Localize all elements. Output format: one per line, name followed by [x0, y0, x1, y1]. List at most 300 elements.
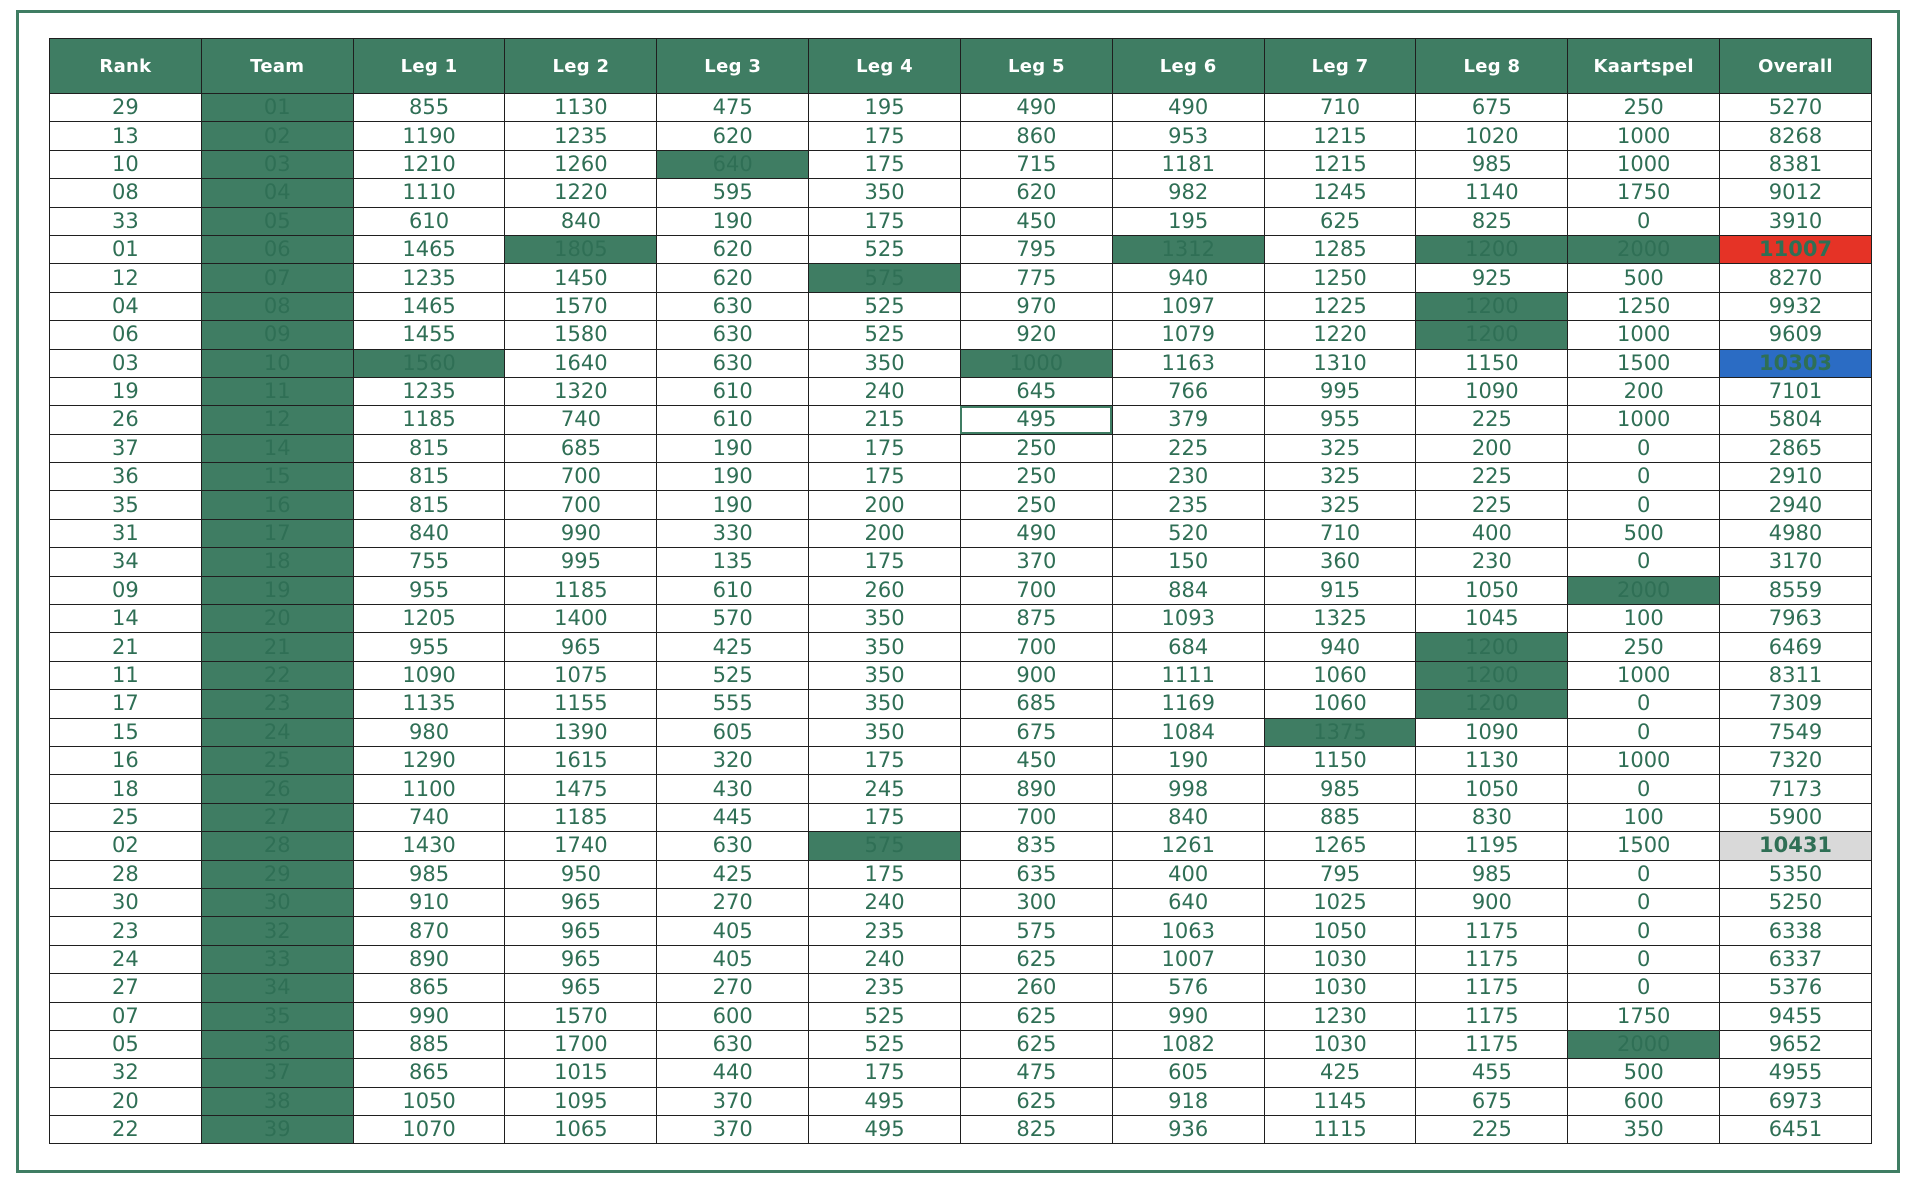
- rank-cell[interactable]: 05: [50, 1030, 202, 1058]
- leg-6-cell[interactable]: 190: [1112, 746, 1264, 774]
- kaartspel-cell[interactable]: 0: [1568, 974, 1720, 1002]
- leg-7-cell[interactable]: 325: [1264, 434, 1416, 462]
- rank-cell[interactable]: 25: [50, 803, 202, 831]
- leg-8-cell[interactable]: 1175: [1416, 974, 1568, 1002]
- leg-6-cell[interactable]: 998: [1112, 775, 1264, 803]
- leg-7-cell[interactable]: 915: [1264, 576, 1416, 604]
- leg-6-cell[interactable]: 225: [1112, 434, 1264, 462]
- leg-3-cell[interactable]: 135: [657, 548, 809, 576]
- leg-4-cell[interactable]: 525: [809, 292, 961, 320]
- overall-cell[interactable]: 9455: [1720, 1002, 1872, 1030]
- team-cell[interactable]: 35: [201, 1002, 353, 1030]
- leg-4-cell[interactable]: 240: [809, 888, 961, 916]
- leg-3-cell[interactable]: 630: [657, 832, 809, 860]
- leg-8-cell[interactable]: 1140: [1416, 179, 1568, 207]
- leg-1-cell[interactable]: 910: [353, 888, 505, 916]
- rank-cell[interactable]: 02: [50, 832, 202, 860]
- kaartspel-cell[interactable]: 200: [1568, 377, 1720, 405]
- leg-5-cell[interactable]: 625: [960, 1002, 1112, 1030]
- leg-1-cell[interactable]: 755: [353, 548, 505, 576]
- leg-2-cell[interactable]: 965: [505, 974, 657, 1002]
- column-header-leg-4[interactable]: Leg 4: [809, 39, 961, 94]
- leg-8-cell[interactable]: 455: [1416, 1059, 1568, 1087]
- leg-7-cell[interactable]: 625: [1264, 207, 1416, 235]
- leg-7-cell[interactable]: 1030: [1264, 974, 1416, 1002]
- leg-5-cell[interactable]: 900: [960, 661, 1112, 689]
- leg-5-cell[interactable]: 700: [960, 803, 1112, 831]
- leg-7-cell[interactable]: 1250: [1264, 264, 1416, 292]
- overall-cell[interactable]: 5250: [1720, 888, 1872, 916]
- overall-cell[interactable]: 2940: [1720, 491, 1872, 519]
- leg-7-cell[interactable]: 1145: [1264, 1087, 1416, 1115]
- leg-2-cell[interactable]: 700: [505, 463, 657, 491]
- leg-3-cell[interactable]: 270: [657, 974, 809, 1002]
- overall-cell[interactable]: 7101: [1720, 377, 1872, 405]
- leg-7-cell[interactable]: 1050: [1264, 917, 1416, 945]
- overall-cell[interactable]: 5376: [1720, 974, 1872, 1002]
- leg-1-cell[interactable]: 1465: [353, 235, 505, 263]
- leg-4-cell[interactable]: 175: [809, 803, 961, 831]
- leg-4-cell[interactable]: 350: [809, 633, 961, 661]
- team-cell[interactable]: 26: [201, 775, 353, 803]
- leg-5-cell[interactable]: 475: [960, 1059, 1112, 1087]
- team-cell[interactable]: 39: [201, 1116, 353, 1144]
- leg-4-cell[interactable]: 195: [809, 94, 961, 122]
- leg-2-cell[interactable]: 965: [505, 633, 657, 661]
- team-cell[interactable]: 04: [201, 179, 353, 207]
- kaartspel-cell[interactable]: 0: [1568, 207, 1720, 235]
- overall-cell[interactable]: 8270: [1720, 264, 1872, 292]
- leg-7-cell[interactable]: 1285: [1264, 235, 1416, 263]
- leg-7-cell[interactable]: 1030: [1264, 1030, 1416, 1058]
- leg-1-cell[interactable]: 1110: [353, 179, 505, 207]
- kaartspel-cell[interactable]: 0: [1568, 491, 1720, 519]
- leg-5-cell[interactable]: 300: [960, 888, 1112, 916]
- rank-cell[interactable]: 31: [50, 519, 202, 547]
- leg-2-cell[interactable]: 965: [505, 917, 657, 945]
- rank-cell[interactable]: 21: [50, 633, 202, 661]
- team-cell[interactable]: 05: [201, 207, 353, 235]
- leg-6-cell[interactable]: 982: [1112, 179, 1264, 207]
- overall-cell[interactable]: 6451: [1720, 1116, 1872, 1144]
- leg-8-cell[interactable]: 225: [1416, 491, 1568, 519]
- leg-7-cell[interactable]: 1150: [1264, 746, 1416, 774]
- leg-1-cell[interactable]: 1235: [353, 377, 505, 405]
- leg-2-cell[interactable]: 1095: [505, 1087, 657, 1115]
- leg-6-cell[interactable]: 990: [1112, 1002, 1264, 1030]
- overall-cell[interactable]: 9609: [1720, 321, 1872, 349]
- leg-2-cell[interactable]: 1155: [505, 690, 657, 718]
- kaartspel-cell[interactable]: 0: [1568, 463, 1720, 491]
- leg-8-cell[interactable]: 985: [1416, 860, 1568, 888]
- leg-8-cell[interactable]: 1195: [1416, 832, 1568, 860]
- leg-5-cell[interactable]: 260: [960, 974, 1112, 1002]
- overall-cell[interactable]: 6469: [1720, 633, 1872, 661]
- leg-7-cell[interactable]: 710: [1264, 519, 1416, 547]
- leg-1-cell[interactable]: 815: [353, 491, 505, 519]
- leg-1-cell[interactable]: 865: [353, 974, 505, 1002]
- rank-cell[interactable]: 15: [50, 718, 202, 746]
- leg-4-cell[interactable]: 240: [809, 945, 961, 973]
- leg-7-cell[interactable]: 1060: [1264, 690, 1416, 718]
- leg-5-cell[interactable]: 970: [960, 292, 1112, 320]
- leg-2-cell[interactable]: 740: [505, 406, 657, 434]
- kaartspel-cell[interactable]: 2000: [1568, 576, 1720, 604]
- overall-cell[interactable]: 6973: [1720, 1087, 1872, 1115]
- leg-1-cell[interactable]: 985: [353, 860, 505, 888]
- column-header-kaartspel[interactable]: Kaartspel: [1568, 39, 1720, 94]
- leg-5-cell[interactable]: 700: [960, 576, 1112, 604]
- kaartspel-cell[interactable]: 100: [1568, 803, 1720, 831]
- kaartspel-cell[interactable]: 1000: [1568, 661, 1720, 689]
- leg-1-cell[interactable]: 870: [353, 917, 505, 945]
- leg-7-cell[interactable]: 1375: [1264, 718, 1416, 746]
- rank-cell[interactable]: 04: [50, 292, 202, 320]
- kaartspel-cell[interactable]: 0: [1568, 775, 1720, 803]
- rank-cell[interactable]: 09: [50, 576, 202, 604]
- kaartspel-cell[interactable]: 1000: [1568, 150, 1720, 178]
- rank-cell[interactable]: 06: [50, 321, 202, 349]
- leg-6-cell[interactable]: 766: [1112, 377, 1264, 405]
- kaartspel-cell[interactable]: 0: [1568, 888, 1720, 916]
- rank-cell[interactable]: 13: [50, 122, 202, 150]
- leg-8-cell[interactable]: 1175: [1416, 945, 1568, 973]
- column-header-leg-5[interactable]: Leg 5: [960, 39, 1112, 94]
- leg-5-cell[interactable]: 450: [960, 746, 1112, 774]
- leg-4-cell[interactable]: 235: [809, 974, 961, 1002]
- leg-3-cell[interactable]: 430: [657, 775, 809, 803]
- leg-4-cell[interactable]: 245: [809, 775, 961, 803]
- overall-cell[interactable]: 6338: [1720, 917, 1872, 945]
- leg-2-cell[interactable]: 1390: [505, 718, 657, 746]
- leg-8-cell[interactable]: 225: [1416, 463, 1568, 491]
- leg-6-cell[interactable]: 1111: [1112, 661, 1264, 689]
- leg-2-cell[interactable]: 1185: [505, 803, 657, 831]
- leg-3-cell[interactable]: 330: [657, 519, 809, 547]
- leg-3-cell[interactable]: 190: [657, 463, 809, 491]
- leg-3-cell[interactable]: 630: [657, 292, 809, 320]
- leg-6-cell[interactable]: 195: [1112, 207, 1264, 235]
- overall-cell[interactable]: 6337: [1720, 945, 1872, 973]
- column-header-leg-8[interactable]: Leg 8: [1416, 39, 1568, 94]
- rank-cell[interactable]: 32: [50, 1059, 202, 1087]
- leg-4-cell[interactable]: 525: [809, 235, 961, 263]
- overall-cell[interactable]: 4980: [1720, 519, 1872, 547]
- leg-5-cell[interactable]: 625: [960, 1030, 1112, 1058]
- leg-1-cell[interactable]: 1235: [353, 264, 505, 292]
- leg-3-cell[interactable]: 405: [657, 945, 809, 973]
- team-cell[interactable]: 17: [201, 519, 353, 547]
- kaartspel-cell[interactable]: 0: [1568, 434, 1720, 462]
- leg-5-cell[interactable]: 625: [960, 945, 1112, 973]
- leg-6-cell[interactable]: 1082: [1112, 1030, 1264, 1058]
- leg-5-cell[interactable]: 890: [960, 775, 1112, 803]
- leg-1-cell[interactable]: 990: [353, 1002, 505, 1030]
- leg-6-cell[interactable]: 576: [1112, 974, 1264, 1002]
- overall-cell[interactable]: 2865: [1720, 434, 1872, 462]
- rank-cell[interactable]: 16: [50, 746, 202, 774]
- leg-5-cell[interactable]: 370: [960, 548, 1112, 576]
- leg-6-cell[interactable]: 490: [1112, 94, 1264, 122]
- overall-cell[interactable]: 7173: [1720, 775, 1872, 803]
- leg-8-cell[interactable]: 925: [1416, 264, 1568, 292]
- leg-3-cell[interactable]: 190: [657, 207, 809, 235]
- leg-8-cell[interactable]: 200: [1416, 434, 1568, 462]
- leg-2-cell[interactable]: 1185: [505, 576, 657, 604]
- overall-cell[interactable]: 5270: [1720, 94, 1872, 122]
- leg-5-cell[interactable]: 825: [960, 1116, 1112, 1144]
- leg-6-cell[interactable]: 884: [1112, 576, 1264, 604]
- team-cell[interactable]: 10: [201, 349, 353, 377]
- overall-cell[interactable]: 5900: [1720, 803, 1872, 831]
- leg-3-cell[interactable]: 475: [657, 94, 809, 122]
- leg-7-cell[interactable]: 325: [1264, 463, 1416, 491]
- leg-1-cell[interactable]: 1455: [353, 321, 505, 349]
- leg-3-cell[interactable]: 190: [657, 434, 809, 462]
- rank-cell[interactable]: 34: [50, 548, 202, 576]
- leg-2-cell[interactable]: 965: [505, 945, 657, 973]
- team-cell[interactable]: 29: [201, 860, 353, 888]
- leg-5-cell[interactable]: 490: [960, 94, 1112, 122]
- leg-3-cell[interactable]: 440: [657, 1059, 809, 1087]
- leg-3-cell[interactable]: 320: [657, 746, 809, 774]
- leg-6-cell[interactable]: 1261: [1112, 832, 1264, 860]
- column-header-leg-2[interactable]: Leg 2: [505, 39, 657, 94]
- rank-cell[interactable]: 03: [50, 349, 202, 377]
- leg-7-cell[interactable]: 425: [1264, 1059, 1416, 1087]
- leg-8-cell[interactable]: 1200: [1416, 661, 1568, 689]
- leg-5-cell[interactable]: 495: [960, 406, 1112, 434]
- leg-8-cell[interactable]: 1200: [1416, 292, 1568, 320]
- rank-cell[interactable]: 14: [50, 605, 202, 633]
- leg-5-cell[interactable]: 860: [960, 122, 1112, 150]
- team-cell[interactable]: 02: [201, 122, 353, 150]
- leg-2-cell[interactable]: 1615: [505, 746, 657, 774]
- leg-2-cell[interactable]: 1260: [505, 150, 657, 178]
- rank-cell[interactable]: 26: [50, 406, 202, 434]
- leg-3-cell[interactable]: 630: [657, 1030, 809, 1058]
- leg-6-cell[interactable]: 1007: [1112, 945, 1264, 973]
- team-cell[interactable]: 27: [201, 803, 353, 831]
- leg-1-cell[interactable]: 740: [353, 803, 505, 831]
- leg-2-cell[interactable]: 1570: [505, 1002, 657, 1030]
- leg-1-cell[interactable]: 890: [353, 945, 505, 973]
- leg-2-cell[interactable]: 950: [505, 860, 657, 888]
- leg-4-cell[interactable]: 350: [809, 690, 961, 718]
- leg-5-cell[interactable]: 620: [960, 179, 1112, 207]
- kaartspel-cell[interactable]: 1000: [1568, 406, 1720, 434]
- team-cell[interactable]: 06: [201, 235, 353, 263]
- leg-4-cell[interactable]: 175: [809, 1059, 961, 1087]
- leg-1-cell[interactable]: 1190: [353, 122, 505, 150]
- leg-6-cell[interactable]: 953: [1112, 122, 1264, 150]
- leg-4-cell[interactable]: 200: [809, 519, 961, 547]
- overall-cell[interactable]: 3910: [1720, 207, 1872, 235]
- leg-8-cell[interactable]: 225: [1416, 406, 1568, 434]
- leg-8-cell[interactable]: 1020: [1416, 122, 1568, 150]
- leg-8-cell[interactable]: 1200: [1416, 690, 1568, 718]
- leg-5-cell[interactable]: 700: [960, 633, 1112, 661]
- leg-6-cell[interactable]: 684: [1112, 633, 1264, 661]
- leg-6-cell[interactable]: 1084: [1112, 718, 1264, 746]
- leg-4-cell[interactable]: 175: [809, 122, 961, 150]
- overall-cell[interactable]: 10431: [1720, 832, 1872, 860]
- leg-4-cell[interactable]: 175: [809, 746, 961, 774]
- leg-4-cell[interactable]: 235: [809, 917, 961, 945]
- team-cell[interactable]: 22: [201, 661, 353, 689]
- rank-cell[interactable]: 17: [50, 690, 202, 718]
- leg-3-cell[interactable]: 570: [657, 605, 809, 633]
- team-cell[interactable]: 07: [201, 264, 353, 292]
- rank-cell[interactable]: 20: [50, 1087, 202, 1115]
- overall-cell[interactable]: 5350: [1720, 860, 1872, 888]
- leg-5-cell[interactable]: 1000: [960, 349, 1112, 377]
- leg-7-cell[interactable]: 995: [1264, 377, 1416, 405]
- leg-1-cell[interactable]: 980: [353, 718, 505, 746]
- kaartspel-cell[interactable]: 250: [1568, 94, 1720, 122]
- rank-cell[interactable]: 36: [50, 463, 202, 491]
- leg-4-cell[interactable]: 260: [809, 576, 961, 604]
- leg-1-cell[interactable]: 1205: [353, 605, 505, 633]
- team-cell[interactable]: 03: [201, 150, 353, 178]
- overall-cell[interactable]: 3170: [1720, 548, 1872, 576]
- team-cell[interactable]: 38: [201, 1087, 353, 1115]
- team-cell[interactable]: 19: [201, 576, 353, 604]
- kaartspel-cell[interactable]: 0: [1568, 718, 1720, 746]
- rank-cell[interactable]: 35: [50, 491, 202, 519]
- leg-1-cell[interactable]: 610: [353, 207, 505, 235]
- leg-4-cell[interactable]: 350: [809, 179, 961, 207]
- leg-6-cell[interactable]: 640: [1112, 888, 1264, 916]
- kaartspel-cell[interactable]: 1000: [1568, 321, 1720, 349]
- overall-cell[interactable]: 11007: [1720, 235, 1872, 263]
- column-header-leg-7[interactable]: Leg 7: [1264, 39, 1416, 94]
- column-header-rank[interactable]: Rank: [50, 39, 202, 94]
- team-cell[interactable]: 28: [201, 832, 353, 860]
- leg-1-cell[interactable]: 1100: [353, 775, 505, 803]
- leg-8-cell[interactable]: 1200: [1416, 321, 1568, 349]
- leg-7-cell[interactable]: 955: [1264, 406, 1416, 434]
- leg-7-cell[interactable]: 1215: [1264, 150, 1416, 178]
- overall-cell[interactable]: 8268: [1720, 122, 1872, 150]
- leg-4-cell[interactable]: 495: [809, 1116, 961, 1144]
- leg-1-cell[interactable]: 1560: [353, 349, 505, 377]
- leg-8-cell[interactable]: 675: [1416, 94, 1568, 122]
- leg-1-cell[interactable]: 955: [353, 576, 505, 604]
- leg-4-cell[interactable]: 575: [809, 832, 961, 860]
- overall-cell[interactable]: 2910: [1720, 463, 1872, 491]
- rank-cell[interactable]: 08: [50, 179, 202, 207]
- rank-cell[interactable]: 24: [50, 945, 202, 973]
- leg-5-cell[interactable]: 450: [960, 207, 1112, 235]
- overall-cell[interactable]: 10303: [1720, 349, 1872, 377]
- leg-4-cell[interactable]: 525: [809, 1030, 961, 1058]
- leg-5-cell[interactable]: 715: [960, 150, 1112, 178]
- leg-7-cell[interactable]: 1225: [1264, 292, 1416, 320]
- kaartspel-cell[interactable]: 0: [1568, 690, 1720, 718]
- leg-3-cell[interactable]: 640: [657, 150, 809, 178]
- team-cell[interactable]: 18: [201, 548, 353, 576]
- overall-cell[interactable]: 4955: [1720, 1059, 1872, 1087]
- leg-1-cell[interactable]: 1135: [353, 690, 505, 718]
- leg-4-cell[interactable]: 175: [809, 207, 961, 235]
- team-cell[interactable]: 36: [201, 1030, 353, 1058]
- team-cell[interactable]: 30: [201, 888, 353, 916]
- leg-2-cell[interactable]: 1580: [505, 321, 657, 349]
- leg-7-cell[interactable]: 1265: [1264, 832, 1416, 860]
- leg-7-cell[interactable]: 1060: [1264, 661, 1416, 689]
- leg-1-cell[interactable]: 955: [353, 633, 505, 661]
- leg-4-cell[interactable]: 350: [809, 349, 961, 377]
- kaartspel-cell[interactable]: 0: [1568, 945, 1720, 973]
- leg-8-cell[interactable]: 1175: [1416, 1030, 1568, 1058]
- column-header-leg-3[interactable]: Leg 3: [657, 39, 809, 94]
- leg-5-cell[interactable]: 835: [960, 832, 1112, 860]
- leg-8-cell[interactable]: 1050: [1416, 775, 1568, 803]
- leg-2-cell[interactable]: 1015: [505, 1059, 657, 1087]
- rank-cell[interactable]: 12: [50, 264, 202, 292]
- leg-6-cell[interactable]: 1312: [1112, 235, 1264, 263]
- leg-7-cell[interactable]: 885: [1264, 803, 1416, 831]
- rank-cell[interactable]: 07: [50, 1002, 202, 1030]
- leg-4-cell[interactable]: 175: [809, 463, 961, 491]
- column-header-team[interactable]: Team: [201, 39, 353, 94]
- overall-cell[interactable]: 9932: [1720, 292, 1872, 320]
- leg-7-cell[interactable]: 360: [1264, 548, 1416, 576]
- leg-1-cell[interactable]: 1185: [353, 406, 505, 434]
- overall-cell[interactable]: 8381: [1720, 150, 1872, 178]
- leg-6-cell[interactable]: 379: [1112, 406, 1264, 434]
- leg-3-cell[interactable]: 620: [657, 235, 809, 263]
- leg-5-cell[interactable]: 795: [960, 235, 1112, 263]
- rank-cell[interactable]: 11: [50, 661, 202, 689]
- leg-8-cell[interactable]: 1150: [1416, 349, 1568, 377]
- leg-2-cell[interactable]: 1400: [505, 605, 657, 633]
- leg-7-cell[interactable]: 1115: [1264, 1116, 1416, 1144]
- rank-cell[interactable]: 37: [50, 434, 202, 462]
- leg-5-cell[interactable]: 635: [960, 860, 1112, 888]
- leg-3-cell[interactable]: 370: [657, 1087, 809, 1115]
- leg-2-cell[interactable]: 1450: [505, 264, 657, 292]
- team-cell[interactable]: 15: [201, 463, 353, 491]
- leg-2-cell[interactable]: 1220: [505, 179, 657, 207]
- leg-3-cell[interactable]: 610: [657, 406, 809, 434]
- team-cell[interactable]: 33: [201, 945, 353, 973]
- leg-3-cell[interactable]: 525: [657, 661, 809, 689]
- leg-4-cell[interactable]: 350: [809, 718, 961, 746]
- leg-5-cell[interactable]: 250: [960, 434, 1112, 462]
- kaartspel-cell[interactable]: 1250: [1568, 292, 1720, 320]
- leg-5-cell[interactable]: 250: [960, 463, 1112, 491]
- leg-8-cell[interactable]: 900: [1416, 888, 1568, 916]
- leg-3-cell[interactable]: 405: [657, 917, 809, 945]
- leg-2-cell[interactable]: 840: [505, 207, 657, 235]
- leg-8-cell[interactable]: 1050: [1416, 576, 1568, 604]
- leg-5-cell[interactable]: 775: [960, 264, 1112, 292]
- rank-cell[interactable]: 28: [50, 860, 202, 888]
- team-cell[interactable]: 32: [201, 917, 353, 945]
- team-cell[interactable]: 34: [201, 974, 353, 1002]
- leg-3-cell[interactable]: 270: [657, 888, 809, 916]
- leg-2-cell[interactable]: 1805: [505, 235, 657, 263]
- leg-3-cell[interactable]: 190: [657, 491, 809, 519]
- kaartspel-cell[interactable]: 2000: [1568, 1030, 1720, 1058]
- leg-5-cell[interactable]: 250: [960, 491, 1112, 519]
- rank-cell[interactable]: 33: [50, 207, 202, 235]
- leg-8-cell[interactable]: 1090: [1416, 377, 1568, 405]
- leg-3-cell[interactable]: 370: [657, 1116, 809, 1144]
- leg-8-cell[interactable]: 230: [1416, 548, 1568, 576]
